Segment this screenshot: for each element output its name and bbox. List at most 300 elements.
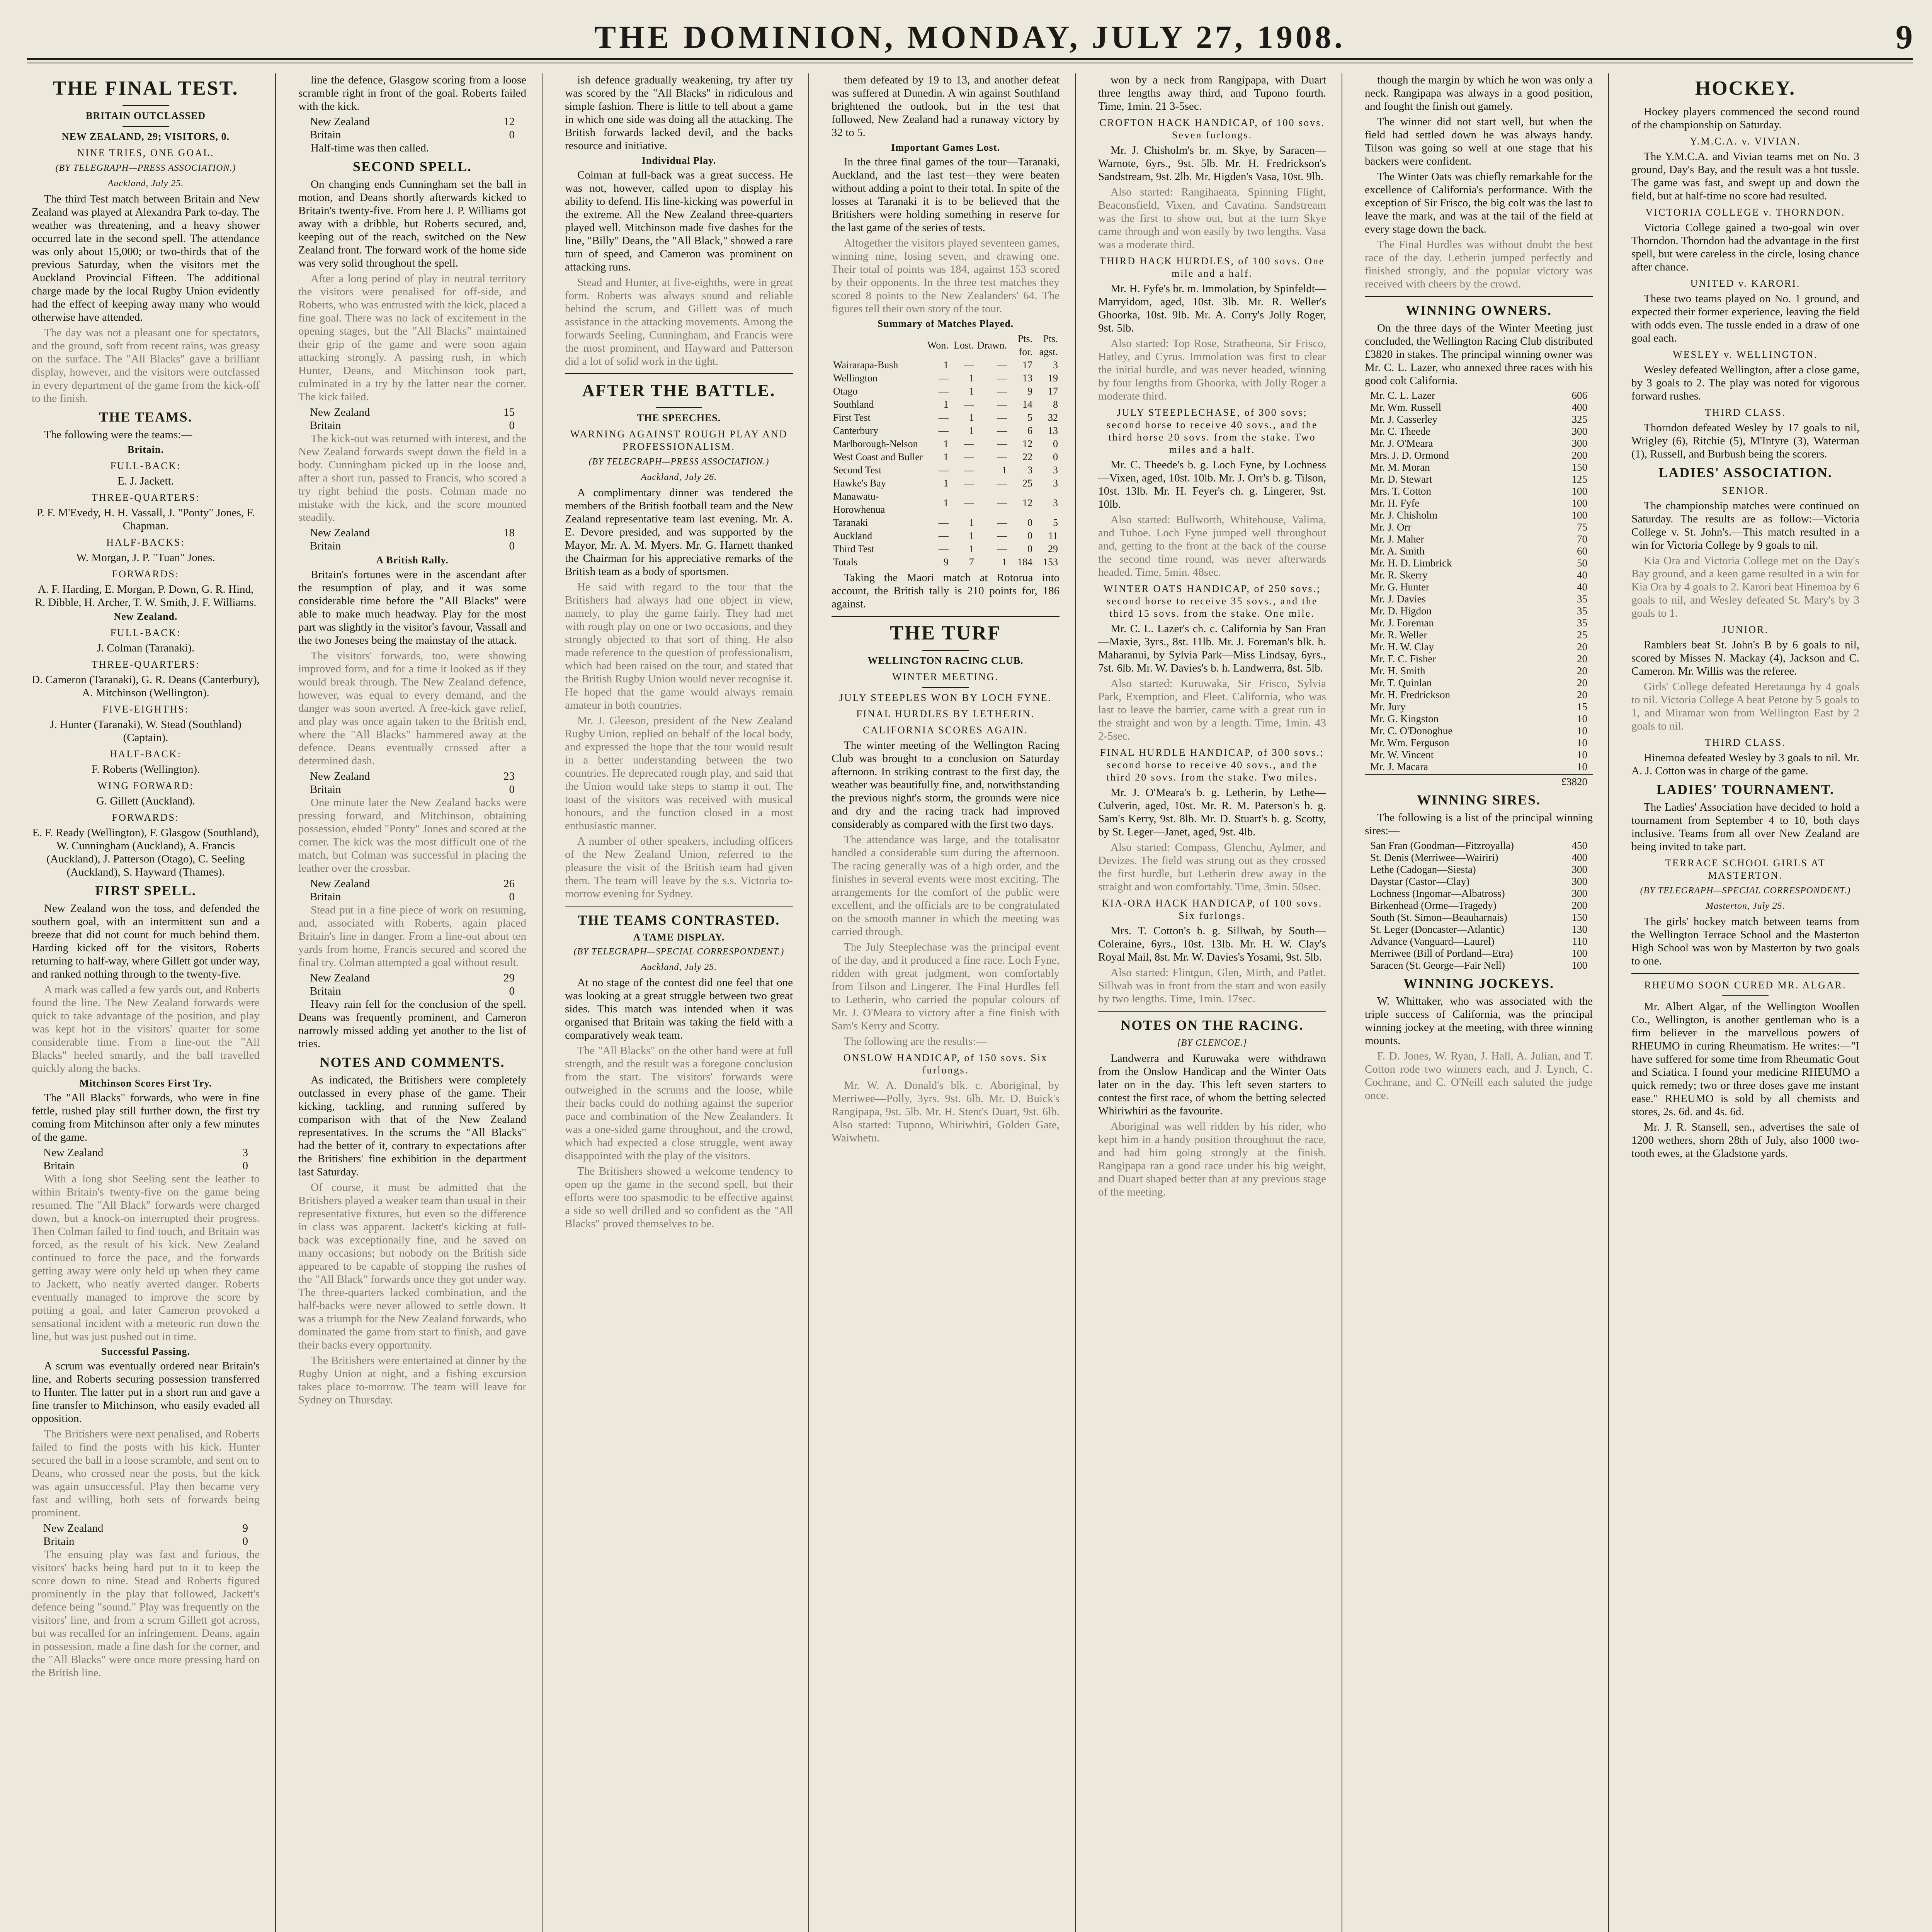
table-row [832,516,1060,529]
owner-row-name: Mr. Jury [1370,701,1406,713]
divider [922,650,969,651]
subhead-speeches: THE SPEECHES. [637,412,721,423]
owner-row [1365,569,1593,581]
match-heading: UNITED v. KARORI. [1690,278,1801,289]
owner-row-name: Mr. C. O'Donoghue [1370,725,1453,736]
subhead-passing: Successful Passing. [101,1346,190,1357]
subhead-teams-contrasted: THE TEAMS CONTRASTED. [578,912,780,928]
subhead-british-rally: A British Rally. [376,554,449,566]
article-paragraph-continued: The visitors' forwards, too, were showing improved form, and for a time it looked as if they would break through. The New Zealand defence, however, was equal to every demand, and the danger was soon averted. A free-kick gave relief, and play was once again taken to the British end, where the "All Blacks" hammered away at the defence. Deans eventually crossed after a determined dash. [298,650,526,767]
owner-row-amount: 15 [1577,701,1587,713]
owner-row-name: Mr. J. Casserley [1370,413,1437,425]
divider [1631,973,1859,974]
owner-row-amount: 325 [1571,413,1587,425]
byline: (BY TELEGRAPH—PRESS ASSOCIATION.) [588,457,769,467]
race-description: Also started: Compass, Glenchu, Aylmer, and Devizes. The field was strung out as they crossed the first hurdle, but Letherin drew away in the straight and won comfortably. Time, 3min. 50sec. [1098,841,1326,893]
stat-cell: 29 [1048,543,1058,554]
nz-five-eighths: J. Hunter (Taranaki), W. Stead (Southland) (Captain). [50,718,242,744]
article-paragraph-continued: The ensuing play was fast and furious, the visitors' backs being hard put to it to keep the score down to nine. Stead and Roberts figured prominently in the play that followed, Jackett's defence being "sound." Play was frequently on the visitors' line, and from a scrum Gillett got across, but was recalled for an infringement. Deans, again in possession, made a fine dash for the corner, and the "All Blacks" were once more pressing hard on the British line. [32,1548,260,1679]
match-heading: THIRD CLASS. [1705,737,1786,748]
score-line: Britain 0 [310,540,515,552]
stat-cell: — [964,464,974,476]
article-paragraph: Heavy rain fell for the conclusion of the spell. Deans was frequently prominent, and Cameron narrowly missed adding yet another to the list of tries. [298,998,526,1050]
table-row [832,385,1060,398]
article-paragraph: won by a neck from Rangipapa, with Duart three lengths away third, and Tupono fourth. Time, 1min. 21 3-5sec. [1098,74,1326,112]
owner-row-amount: 10 [1577,761,1587,772]
stat-cell: 17 [1022,359,1032,371]
column-rule [275,73,276,1932]
column-rule [1608,73,1609,1932]
column-rule [1075,73,1076,1932]
article-paragraph: A complimentary dinner was tendered the members of the British football team and the New Zealand representative team last evening. Mr. A. E. Devore presided, and was supported by the Mayor, Mr. A. M. Myers. Mr. G. Harnett thanked the Chairman for his appreciative remarks of the British team as a body of sportsmen. [565,486,793,578]
team-name-cell: Taranaki [833,517,868,528]
owner-row-name: Mrs. T. Cotton [1370,485,1432,497]
divider [832,616,1060,617]
stat-cell: 0 [1027,543,1032,554]
article-paragraph-continued: Mr. J. Gleeson, president of the New Zealand Rugby Union, replied on behalf of the local body, and expressed the hope that the tour would result in a better understanding between the two countries. He deprecated rough play, and said that the Union would take steps to stamp it out. The toast of the visitors was received with musical honours, and the function closed in a most enthusiastic manner. [565,714,793,832]
stat-cell: 12 [1022,497,1032,509]
match-heading: JUNIOR. [1722,624,1769,635]
owner-row [1365,533,1593,545]
sire-row-name: South (St. Simon—Beauharnais) [1370,912,1507,923]
score-line: Britain 0 [43,1535,248,1548]
owner-row-name: Mr. M. Moran [1370,461,1430,473]
article-paragraph-continued: With a long shot Seeling sent the leather to within Britain's twenty-five on the game being resumed. The "All Black" forwards were charged down, but a knock-on interrupted their progress. Then Colman failed to find touch, and Britain was forced, as the result of his kick. New Zealand continued to force the pace, and the forwards getting away were only held up when they came to Jackett, who neatly averted danger. Roberts eventually managed to improve the score by potting a goal, and later Cameron provoked a sensational incident with a meteoric run down the line, but was just pushed out in time. [32,1173,260,1343]
sire-row-amount: 130 [1571,923,1587,935]
stat-cell: 0 [1027,530,1032,541]
article-paragraph-continued: The Final Hurdles was without doubt the best race of the day. Letherin jumped perfectly and finished strongly, and the popular victory was received with cheers by the crowd. [1365,238,1593,290]
stat-cell: 1 [969,425,974,436]
table-row [832,359,1060,372]
sire-row [1365,840,1593,852]
table-row [832,398,1060,411]
position-label: FULL-BACK: [110,627,181,638]
sire-row [1365,864,1593,876]
race-heading: ONSLOW HANDICAP, of 150 sovs. Six furlongs. [843,1052,1048,1076]
owner-row [1365,389,1593,401]
position-label: FORWARDS: [112,568,180,580]
score-line: New Zealand 29 [310,972,515,984]
owner-row-name: Mr. C. Theede [1370,425,1430,437]
race-description: Also started: Rangihaeata, Spinning Flight, Beaconsfield, Vixen, and Cavatina. Sandstream was the first to show out, but at the turn Skye came through and won easily by two lengths. Vasa was a moderate third. [1098,186,1326,251]
owner-row-name: Mr. R. Skerry [1370,569,1428,581]
owner-row-amount: 35 [1577,605,1587,617]
total-label: Totals [833,556,858,568]
col-header: Lost. [954,340,974,351]
stat-cell: 0 [1027,517,1032,528]
stat-cell: — [964,497,974,509]
subhead-teams: THE TEAMS. [99,409,192,425]
stat-cell: 22 [1022,451,1032,463]
race-heading: THIRD HACK HURDLES, of 100 sovs. One mile and a half. [1099,255,1325,279]
article-paragraph-continued: A mark was called a few yards out, and Roberts found the line. The New Zealand forwards were quick to take advantage of the position, and play was kept hot in the visitors' quarter for some considerable time. From a line-out the "All Blacks" heeled smartly, and the ball travelled quickly along the backs. [32,983,260,1075]
owner-row [1365,749,1593,761]
masthead [27,15,1913,58]
stat-cell: 1 [1002,464,1007,476]
owner-row-name: Mr. D. Higdon [1370,605,1432,617]
stat-cell: 1 [969,412,974,423]
table-row [832,451,1060,464]
stat-cell: — [997,438,1007,449]
stat-cell: — [997,543,1007,554]
dateline: Masterton, July 25. [1706,901,1785,911]
stat-cell: — [997,412,1007,423]
article-paragraph: The "All Blacks" forwards, who were in fine fettle, rushed play still further down, the first try coming from Mitchinson after only a few minutes of the game. [32,1092,260,1143]
position-label: HALF-BACKS: [106,537,185,548]
stat-cell: 11 [1048,530,1058,541]
owner-row-name: Mr. F. C. Fisher [1370,653,1436,665]
owner-row [1365,521,1593,533]
table-row [832,477,1060,490]
headline-after-battle: AFTER THE BATTLE. [582,381,776,400]
sire-row-name: San Fran (Goodman—Fitzroyalla) [1370,840,1514,851]
subhead-summary: Summary of Matches Played. [877,318,1014,329]
sire-row-amount: 300 [1571,888,1587,899]
team-name-cell: Manawatu-Horowhenua [833,491,885,515]
position-label: THREE-QUARTERS: [91,492,200,503]
team-name-cell: Auckland [833,530,872,541]
owner-row-amount: 20 [1577,677,1587,689]
article-paragraph: Hockey players commenced the second round of the championship on Saturday. [1631,105,1859,131]
owner-row [1365,725,1593,737]
owner-row [1365,641,1593,653]
race-result: Mr. C. Theede's b. g. Loch Fyne, by Lochness—Vixen, aged, 10st. 10lb. Mr. J. Orr's b. g. Tilson, 10st. 13lb. Mr. H. Feyer's ch. g. Lingerer, 9st. 10lb. [1098,459,1326,510]
owner-row-name: Mr. J. Davies [1370,593,1426,605]
stat-cell: — [964,451,974,463]
article-paragraph-continued: The attendance was large, and the totalisator handled a considerable sum during the afternoon. The racing generally was of a high order, and the finishes in several events were most exciting. The arrangements for the comfort of the public were excellent, and the officials are to be congratulated on the smooth manner in which the meeting was carried through. [832,833,1060,938]
sire-row-amount: 200 [1571,900,1587,911]
article-paragraph: Hinemoa defeated Wesley by 3 goals to nil. Mr. A. J. Cotton was in charge of the game. [1631,752,1859,777]
stat-cell: 6 [1027,425,1032,436]
position-label: FIVE-EIGHTHS: [102,704,189,715]
nz-threequarters: D. Cameron (Taranaki), G. R. Deans (Canterbury), A. Mitchinson (Wellington). [32,673,260,699]
stat-cell: 32 [1048,412,1058,423]
stat-cell: 9 [1027,386,1032,397]
article-paragraph: The championship matches were continued on Saturday. The results are as follow:—Victoria College v. St. John's.—This match resulted in a win for Victoria College by 9 goals to nil. [1631,500,1859,551]
owner-row-name: Mr. H. Smith [1370,665,1425,677]
owner-row [1365,665,1593,677]
article-paragraph-continued: Aboriginal was well ridden by his rider, who kept him in a handy position throughout the race, and had him going strongly at the finish. Rangipapa ran a good race under his big weight, and Duart shaped better than at any previous stage of the meeting. [1098,1120,1326,1198]
headline-turf: THE TURF [890,622,1001,644]
position-label: THREE-QUARTERS: [91,659,200,670]
owner-row [1365,413,1593,425]
team-name-cell: Wellington [833,372,878,384]
teams-intro: The following were the teams:— [44,429,192,441]
owner-row [1365,437,1593,449]
article-paragraph: The winter meeting of the Wellington Racing Club was brought to a conclusion on Saturday afternoon. In striking contrast to the first day, the weather was beautifully fine, and, notwithstanding the previous night's storm, the grounds were nice and dry and the racing track had improved considerably as compared with the first two days. [832,739,1060,830]
sire-row-name: Daystar (Castor—Clay) [1370,876,1470,887]
divider [1722,995,1769,996]
owners-list [1365,389,1593,773]
article-paragraph: On changing ends Cunningham set the ball in motion, and Deans shortly afterwards kicked to Britain's twenty-five. From here J. P. Williams got away with a dribble, but Roberts secured, and, keeping out of the reach, switched on the New Zealand front. The forward work of the home side was very solid throughout the spell. [298,178,526,269]
score-line: Britain 0 [310,783,515,796]
owner-row-name: Mr. W. Vincent [1370,749,1434,760]
owner-row-amount: 40 [1577,569,1587,581]
race-result: Mr. H. Fyfe's br. m. Immolation, by Spinfeldt—Marryidom, aged, 10st. 3lb. Mr. R. Weller's Ghoorka, 10st. 9lb. Mr. A. Corry's Jolly Roger, 9st. 5lb. [1098,282,1326,334]
article-paragraph: though the margin by which he won was only a neck. Rangipapa was always in a good position, and fought the finish out gamely. [1365,74,1593,112]
article-paragraph-continued: The kick-out was returned with interest, and the New Zealand forwards swept down the field in a body. Cunningham picked up in the loose and, after a short run, passed to Francis, who scored a try right behind the posts. Colman made no mistake with the kick, and the score mounted steadily. [298,432,526,524]
sire-row-amount: 400 [1571,852,1587,863]
owner-row-name: Mr. D. Stewart [1370,473,1432,485]
column-6 [1365,73,1593,1932]
column-4 [832,73,1060,1932]
stat-cell: 1 [943,497,949,509]
subhead-tries: NINE TRIES, ONE GOAL. [77,147,214,158]
owner-row-amount: 20 [1577,653,1587,665]
race-result: Mr. W. A. Donald's blk. c. Aboriginal, by Merriwee—Polly, 3yrs. 9st. 6lb. Mr. D. Buick's Rangipapa, 9st. 5lb. Mr. H. Stent's Duart, 9st. 6lb. Also started: Tupono, Whiriwhiri, Golden Gate, Waiwhetu. [832,1079,1060,1144]
stat-cell: 25 [1022,478,1032,489]
stat-cell: — [997,478,1007,489]
article-paragraph-continued: F. D. Jones, W. Ryan, J. Hall, A. Julian, and T. Cotton rode two winners each, and J. Lynch, C. Cochrane, and C. O'Neill each saluted the judge once. [1365,1050,1593,1102]
byline: [BY GLENCOE.] [1177,1038,1247,1048]
owner-row [1365,581,1593,593]
stat-cell: 12 [1022,438,1032,449]
score-line: Britain 0 [310,985,515,997]
score-line: New Zealand 23 [310,770,515,782]
owner-row-amount: 125 [1571,473,1587,485]
subhead-games-lost: Important Games Lost. [891,142,1000,153]
owner-row-amount: 20 [1577,689,1587,701]
sire-row-name: Lochness (Ingomar—Albatross) [1370,888,1505,899]
stat-cell: — [938,543,949,554]
column-rule [808,73,809,1932]
table-row [832,372,1060,385]
stat-cell: — [964,359,974,371]
sire-row-amount: 150 [1571,912,1587,923]
owner-row-amount: 20 [1577,665,1587,677]
stat-cell: — [938,517,949,528]
article-paragraph: A scrum was eventually ordered near Britain's line, and Roberts securing possession transferred to Hunter. The latter put in a short run and gave a fine transfer to Mitchinson, who easily evaded all opposition. [32,1360,260,1425]
position-label: FULL-BACK: [110,460,181,471]
divider [122,105,169,106]
sire-row-amount: 450 [1571,840,1587,851]
owner-row-amount: 10 [1577,713,1587,724]
owner-row-amount: 35 [1577,617,1587,629]
owner-row-name: Mr. J. Macara [1370,761,1428,772]
article-paragraph: As indicated, the Britishers were completely outclassed in every phase of the game. Their kicking, tackling, and running suffered by comparison with that of the New Zealand representatives. In the scrums the "All Blacks" had the better of it, contrary to expectations after the Britishers' fine exhibition in the department last Saturday. [298,1074,526,1178]
owner-row-amount: 10 [1577,737,1587,748]
article-paragraph-continued: The "All Blacks" on the other hand were at full strength, and the result was a foregone conclusion from the start. The visitors' forwards were outweighed in the scrums and the loose, while their backs could do nothing against the superior pace and combination of the New Zealanders. It was a one-sided game throughout, and the crowd, which had expected a close struggle, went away disappointed with the play of the visitors. [565,1044,793,1162]
team-name-cell: Canterbury [833,425,878,436]
owner-row-amount: 100 [1571,509,1587,521]
subhead-tame-display: A TAME DISPLAY. [633,932,725,943]
stat-cell: 13 [1048,425,1058,436]
stat-cell: 8 [1053,399,1058,410]
page-number: 9 [1896,19,1913,56]
race-heading: WINTER OATS HANDICAP, of 250 sovs.; second horse to receive 35 sovs., and the third 15 sovs. from the stake. One mile. [1103,583,1321,619]
race-heading: JULY STEEPLECHASE, of 300 sovs; second horse to receive 40 sovs., and the third horse 20 sovs. from the stake. Two miles and a half. [1106,407,1318,455]
owner-row [1365,509,1593,521]
sire-row-amount: 300 [1571,864,1587,875]
race-heading: CROFTON HACK HANDICAP, of 100 sovs. Seven furlongs. [1099,117,1325,141]
owner-row-amount: 25 [1577,629,1587,641]
article-paragraph: The following is a list of the principal winning sires:— [1365,811,1593,837]
column-5 [1098,73,1326,1932]
stat-cell: 1 [969,543,974,554]
owner-row [1365,629,1593,641]
table-row [832,464,1060,477]
stat-cell: — [997,425,1007,436]
stat-cell: 17 [1048,386,1058,397]
team-name-cell: First Test [833,412,871,423]
article-paragraph-continued: Kia Ora and Victoria College met on the Day's Bay ground, and a keen game resulted in a win for Kia Ora by 4 goals to 2. Karori beat Hinemoa by 6 goals to nil, and Wesley defeated St. Mary's by 3 goals to 1. [1631,554,1859,619]
article-paragraph: At no stage of the contest did one feel that one was looking at a great struggle between two great sides. This match was intended when it was organised that Britain was taking the field with a comparatively weak team. [565,976,793,1041]
summary-table [832,332,1060,569]
stat-cell: — [938,425,949,436]
owner-row [1365,689,1593,701]
article-paragraph: The third Test match between Britain and New Zealand was played at Alexandra Park to-day. The weather was threatening, and a heavy shower occurred late in the second spell. The attendance was only about 15,000; or two-thirds that of the previous Saturday, when the visitors met the Auckland Provincial Fifteen. The additional charge made by the local Rugby Union evidently had the effect of keeping away many who would otherwise have attended. [32,193,260,323]
owner-row [1365,473,1593,485]
stat-cell: 3 [1053,497,1058,509]
race-result: Mr. C. L. Lazer's ch. c. California by San Fran—Maxie, 3yrs., 8st. 11lb. Mr. J. Foreman's blk. h. Maharanui, by Sylvia Park—Miss Lindsay, 6yrs., 7st. 6lb. Mr. W. Davies's b. h. Landwerra, 8st. 5lb. [1098,622,1326,674]
subhead-tournament: LADIES' TOURNAMENT. [1656,782,1835,797]
stat-cell: 1 [943,478,949,489]
masthead-title: THE DOMINION, MONDAY, JULY 27, 1908. [594,19,1346,55]
owner-row-name: Mr. H. Fyfe [1370,497,1420,509]
britain-fullback: E. J. Jackett. [117,475,174,487]
owner-row-amount: 35 [1577,593,1587,605]
owners-total-row [1365,774,1593,788]
article-paragraph: On the three days of the Winter Meeting just concluded, the Wellington Racing Club distributed £3820 in stakes. The principal winning owner was Mr. C. L. Lazer, who annexed three races with his good colt California. [1365,322,1593,387]
sire-row-name: Birkenhead (Orme—Tragedy) [1370,900,1497,911]
divider [656,407,702,408]
article-paragraph-continued: The July Steeplechase was the principal event of the day, and it produced a fine race. Loch Fyne, ridden with great judgment, won comfortably from Tilson and Lingerer. The Final Hurdles fell to Letherin, who carried the popular colours of Mr. J. O'Meara to victory after a fine finish with Sam's Kerry and Scotty. [832,941,1060,1032]
score-line: Britain 0 [310,891,515,903]
race-description: Also started: Top Rose, Stratheona, Sir Frisco, Hatley, and Cyrus. Immolation was first to clear the initial hurdle, and was never headed, winning by four lengths from Ghoorka, with Jolly Roger a moderate third. [1098,337,1326,402]
article-paragraph-continued: A number of other speakers, including officers of the New Zealand Union, referred to the pleasure the visit of the British team had given them. The team will leave by the s.s. Victoria to-morrow evening for Sydney. [565,835,793,900]
owner-row [1365,485,1593,497]
table-header-row [832,332,1060,359]
owner-row-amount: 40 [1577,581,1587,593]
stat-cell: — [997,517,1007,528]
race-description: Also started: Bullworth, Whitehouse, Valima, and Tuhoe. Loch Fyne jumped well throughout and, getting to the front at the back of the course the second time round, was never afterwards headed. Time, 5min. 48sec. [1098,514,1326,578]
owner-row-amount: 50 [1577,557,1587,569]
stat-cell: 1 [969,517,974,528]
stat-cell: — [997,530,1007,541]
table-row [832,437,1060,451]
match-heading: Y.M.C.A. v. VIVIAN. [1690,136,1801,147]
britain-threequarters: P. F. M'Evedy, H. H. Vassall, J. "Ponty" Jones, F. Chapman. [36,507,255,532]
subhead-winning-owners: WINNING OWNERS. [1405,303,1552,318]
col-header: Won. [927,340,949,351]
article-paragraph-continued: The Britishers were next penalised, and Roberts failed to find the posts with his kick. Hunter secured the ball in a loose scramble, and sent on to Deans, who crossed near the posts, but the kick was again unsuccessful. Play then became very fast and willing, both sets of forwards being prominent. [32,1428,260,1519]
race-result: Mr. J. Chisholm's br. m. Skye, by Saracen—Warnote, 6yrs., 9st. 5lb. Mr. H. Fredrickson's Sandstream, 9st. 2lb. Mr. Higden's Vasa, 10st. 9lb. [1098,144,1326,183]
stat-cell: — [964,478,974,489]
article-paragraph-continued: Of course, it must be admitted that the Britishers played a weaker team than usual in their representative fixtures, but even so the difference in class was apparent. Jackett's kicking at full-back was exceptionally fine, and he saved on many occasions; but nobody on the British side appeared to be capable of stopping the rushes of the "All Black" forwards once they got under way. The three-quarters lacked combination, and the half-backs were never allowed to settle down. It was a triumph for the New Zealand forwards, who dominated the game from start to finish, and gave their backs every opportunity. [298,1181,526,1351]
owner-row [1365,701,1593,713]
stat-cell: 5 [1027,412,1032,423]
dateline: Auckland, July 26. [641,472,717,482]
position-label: HALF-BACK: [109,748,182,760]
divider [122,126,169,127]
subhead-terrace-school: TERRACE SCHOOL GIRLS AT MASTERTON. [1665,857,1826,881]
britain-forwards: A. F. Harding, E. Morgan, P. Down, G. R. Hind, R. Dibble, H. Archer, T. W. Smith, J. F. Williams. [35,583,257,609]
col-header: Pts. for. [1017,333,1032,357]
byline: (BY TELEGRAPH—PRESS ASSOCIATION.) [55,163,236,173]
owner-row-name: Mr. Wm. Russell [1370,401,1442,413]
table-row [832,490,1060,516]
sire-row-name: Advance (Vanguard—Laurel) [1370,935,1495,947]
score-line: New Zealand 3 [43,1146,248,1159]
subhead-britain-outclassed: BRITAIN OUTCLASSED [85,110,206,121]
stat-cell: 3 [1027,464,1032,476]
column-rule [542,73,543,1932]
stat-cell: 14 [1022,399,1032,410]
subhead-final-hurdles: FINAL HURDLES BY LETHERIN. [856,708,1035,719]
stat-cell: — [997,451,1007,463]
owner-row-name: Mr. J. Orr [1370,521,1412,533]
article-paragraph-continued: The day was not a pleasant one for spectators, and the ground, soft from recent rains, was greasy on the surface. The "All Blacks" gave a brilliant display, however, and the visitors were outclassed in every department of the game from the kick-off to the finish. [32,327,260,405]
owner-row-name: Mr. A. Smith [1370,545,1425,557]
owner-row [1365,461,1593,473]
position-label: WING FORWARD: [97,780,194,791]
divider [922,687,969,688]
race-description: Also started: Kuruwaka, Sir Frisco, Sylvia Park, Exemption, and Fleet. California, who was last to leave the barrier, came with a great run in the straight and won by a length. Time, 1min. 43 2-5sec. [1098,677,1326,742]
owner-row [1365,545,1593,557]
score-line: New Zealand 9 [43,1522,248,1534]
owner-row-amount: 300 [1571,425,1587,437]
subhead-notes-comments: NOTES AND COMMENTS. [320,1054,505,1070]
subhead-winning-jockeys: WINNING JOCKEYS. [1403,976,1554,991]
owner-row-amount: 10 [1577,749,1587,760]
team-name-cell: Second Test [833,464,882,476]
race-heading: KIA-ORA HACK HANDICAP, of 100 sovs. Six furlongs. [1102,898,1323,921]
score-line: Britain 0 [310,419,515,432]
stat-cell: 1 [969,386,974,397]
sires-list [1365,840,1593,971]
owner-row-name: Mr. C. L. Lazer [1370,389,1435,401]
owner-row-amount: 200 [1571,449,1587,461]
sire-row-name: St. Denis (Merriwee—Wairiri) [1370,852,1498,863]
owner-row [1365,737,1593,749]
owner-row [1365,557,1593,569]
table-note: Taking the Maori match at Rotorua into account, the British tally is 210 points for, 186 against. [832,571,1060,610]
sire-row [1365,935,1593,947]
article-paragraph-continued: The following are the results:— [844,1035,987,1048]
owner-row-name: Mr. H. W. Clay [1370,641,1434,653]
stat-cell: — [964,399,974,410]
divider [1098,1011,1326,1012]
owner-row-name: Mrs. J. D. Ormond [1370,449,1449,461]
sire-row-name: Lethe (Cadogan—Siesta) [1370,864,1476,875]
divider [565,373,793,374]
owner-row-name: Mr. H. D. Limbrick [1370,557,1452,569]
article-paragraph: line the defence, Glasgow scoring from a loose scramble right in front of the goal. Roberts failed with the kick. [298,74,526,112]
article-paragraph-continued: He said with regard to the tour that the Britishers had always had one object in view, namely, to play the game fairly. They had met with rough play on one or two occasions, and they strongly objected to that sort of thing. He also made reference to the question of professionalism, which had been raised on the tour, and stated that the British Rugby Union would never recognise it. He hoped that the game would always remain amateur in both countries. [565,581,793,711]
owner-row [1365,425,1593,437]
team-britain-heading: Britain. [128,444,164,455]
score-line: Britain 0 [43,1160,248,1172]
position-label: FORWARDS: [112,812,180,823]
article-paragraph: The winner did not start well, but when the field had settled down he was always handy. Tilson was going so well at one stage that his backers were confident. [1365,116,1593,167]
stat-cell: — [997,372,1007,384]
owner-row-name: Mr. J. O'Meara [1370,437,1433,449]
stat-cell: 3 [1053,359,1058,371]
stat-cell: 3 [1053,478,1058,489]
owner-row-amount: 400 [1571,401,1587,413]
owner-row-amount: 10 [1577,725,1587,736]
article-paragraph-continued: One minute later the New Zealand backs were pressing forward, and Mitchinson, obtaining possession, eluded "Ponty" Jones and scored at the corner. The kick was the most difficult one of the match, but Colman was successful in placing the leather over the crossbar. [298,796,526,874]
owner-row-name: Mr. T. Quinlan [1370,677,1432,689]
owner-row-name: Mr. G. Hunter [1370,581,1429,593]
column-1 [32,73,260,1932]
subhead-california: CALIFORNIA SCORES AGAIN. [862,724,1029,736]
stat-cell: — [938,412,949,423]
team-name-cell: Wairarapa-Bush [833,359,898,371]
table-row [832,529,1060,543]
team-name-cell: Third Test [833,543,874,554]
sire-row-amount: 100 [1571,959,1587,971]
